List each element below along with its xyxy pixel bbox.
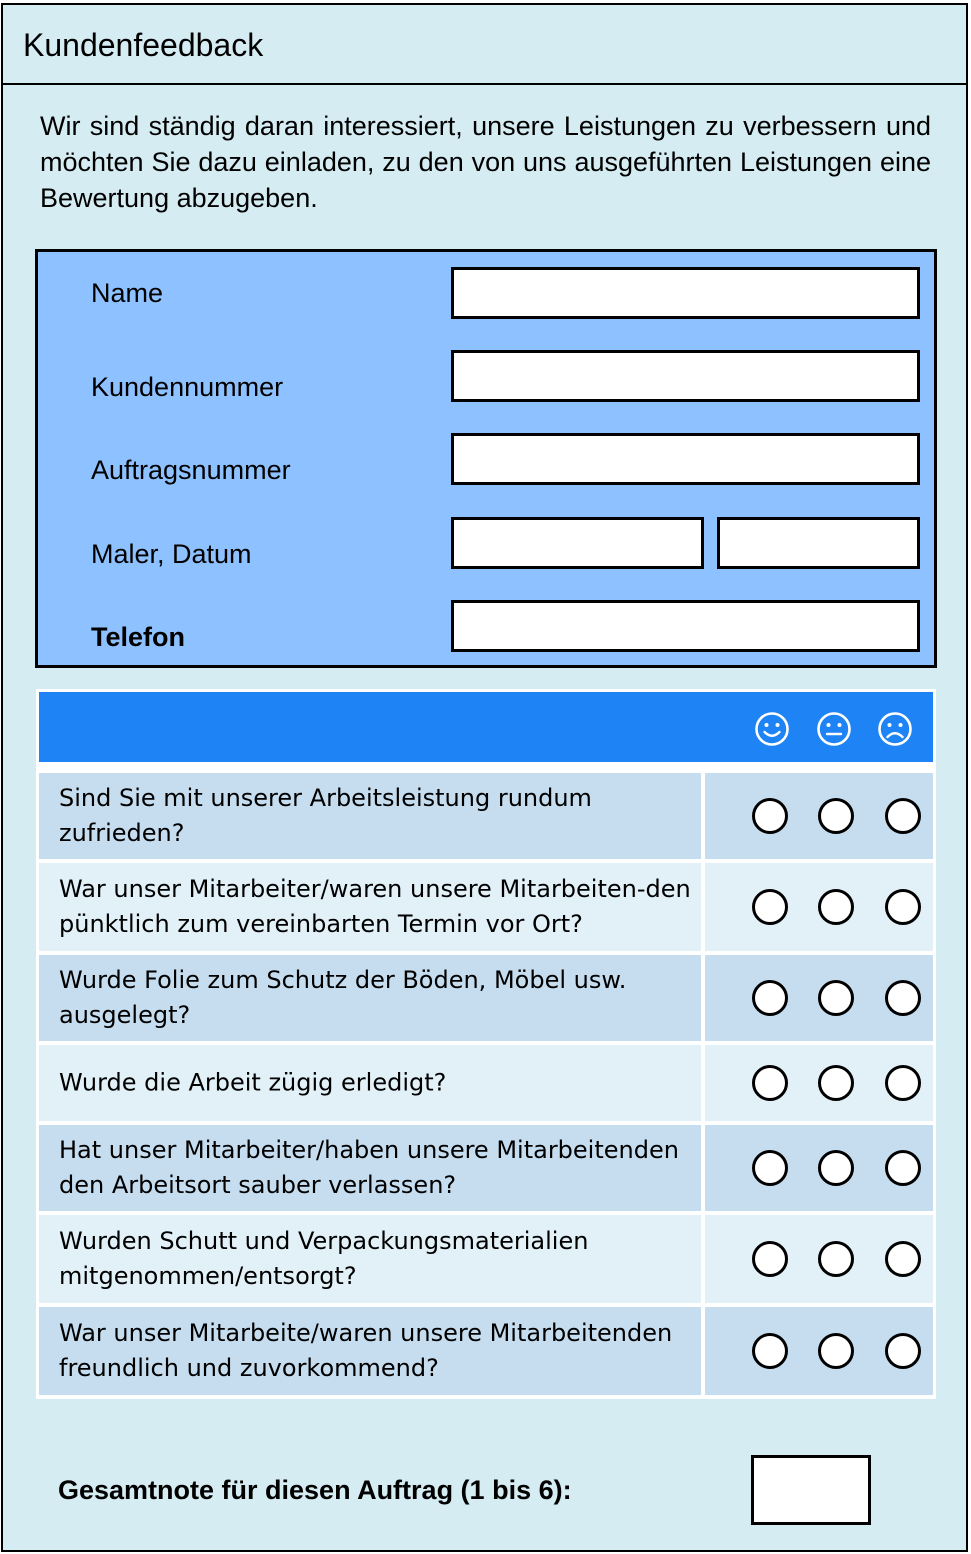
smiley-happy-icon — [754, 711, 790, 747]
name-input[interactable] — [451, 267, 920, 319]
rating-options — [705, 1307, 933, 1395]
question-row — [39, 863, 933, 951]
auftragsnummer-input[interactable] — [451, 433, 920, 485]
rating-radio-bad[interactable] — [885, 889, 921, 925]
question-text: Wurde die Arbeit zügig erledigt? — [59, 1068, 447, 1097]
intro-text: Wir sind ständig daran interessiert, unsere Leistungen zu verbessern und möchten Sie dazu einladen, zu den von uns ausgeführten Leistungen eine Bewertung abzugeben. — [40, 111, 931, 213]
kundennummer-label: Kundennummer — [91, 372, 284, 402]
maler-input[interactable] — [451, 517, 704, 569]
question-row — [39, 1125, 933, 1211]
rating-radio-bad[interactable] — [885, 1150, 921, 1186]
rating-radio-bad[interactable] — [885, 980, 921, 1016]
question-row — [39, 955, 933, 1041]
rating-options — [705, 773, 933, 859]
telefon-label: Telefon — [91, 622, 185, 652]
title-bar — [3, 5, 966, 85]
rating-radio-bad[interactable] — [885, 798, 921, 834]
total-grade-label: Gesamtnote für diesen Auftrag (1 bis 6): — [58, 1475, 572, 1505]
kundennummer-input[interactable] — [451, 350, 920, 402]
name-label: Name — [91, 278, 164, 308]
rating-radio-good[interactable] — [752, 1065, 788, 1101]
rating-radio-bad[interactable] — [885, 1065, 921, 1101]
auftragsnummer-label: Auftragsnummer — [91, 455, 291, 485]
rating-radio-bad[interactable] — [885, 1241, 921, 1277]
maler-datum-label: Maler, Datum — [91, 539, 252, 569]
rating-table-header — [39, 692, 933, 762]
question-text: War unser Mitarbeiter/waren unsere Mitarbeiten-den pünktlich zum vereinbarten Termin vor Ort? — [59, 875, 691, 938]
rating-options — [705, 863, 933, 951]
rating-radio-good[interactable] — [752, 1333, 788, 1369]
rating-options — [705, 1125, 933, 1211]
question-row — [39, 1045, 933, 1121]
rating-radio-neutral[interactable] — [818, 889, 854, 925]
rating-radio-neutral[interactable] — [818, 980, 854, 1016]
question-text: War unser Mitarbeite/waren unsere Mitarbeitenden freundlich und zuvorkommend? — [59, 1319, 673, 1382]
smiley-neutral-icon — [816, 711, 852, 747]
telefon-input[interactable] — [451, 600, 920, 652]
rating-options — [705, 1045, 933, 1121]
question-text: Wurde Folie zum Schutz der Böden, Möbel usw. ausgelegt? — [59, 966, 627, 1029]
rating-radio-bad[interactable] — [885, 1333, 921, 1369]
question-text: Wurden Schutt und Verpackungsmaterialien mitgenommen/entsorgt? — [59, 1227, 589, 1290]
rating-radio-neutral[interactable] — [818, 1333, 854, 1369]
rating-options — [705, 1215, 933, 1303]
question-row — [39, 1307, 933, 1395]
customer-info-panel — [35, 249, 937, 668]
rating-table — [36, 689, 936, 1399]
rating-radio-good[interactable] — [752, 1150, 788, 1186]
feedback-window — [1, 3, 968, 1552]
rating-radio-neutral[interactable] — [818, 1241, 854, 1277]
smiley-sad-icon — [877, 711, 913, 747]
rating-radio-neutral[interactable] — [818, 1065, 854, 1101]
rating-radio-good[interactable] — [752, 798, 788, 834]
total-grade-input[interactable] — [751, 1455, 871, 1525]
window-title: Kundenfeedback — [23, 27, 264, 63]
rating-radio-neutral[interactable] — [818, 1150, 854, 1186]
question-row — [39, 773, 933, 859]
datum-input[interactable] — [717, 517, 920, 569]
rating-radio-good[interactable] — [752, 980, 788, 1016]
question-text: Hat unser Mitarbeiter/haben unsere Mitarbeitenden den Arbeitsort sauber verlassen? — [59, 1136, 679, 1199]
question-text: Sind Sie mit unserer Arbeitsleistung rundum zufrieden? — [59, 784, 592, 847]
rating-radio-good[interactable] — [752, 889, 788, 925]
rating-options — [705, 955, 933, 1041]
question-row — [39, 1215, 933, 1303]
rating-radio-neutral[interactable] — [818, 798, 854, 834]
rating-radio-good[interactable] — [752, 1241, 788, 1277]
